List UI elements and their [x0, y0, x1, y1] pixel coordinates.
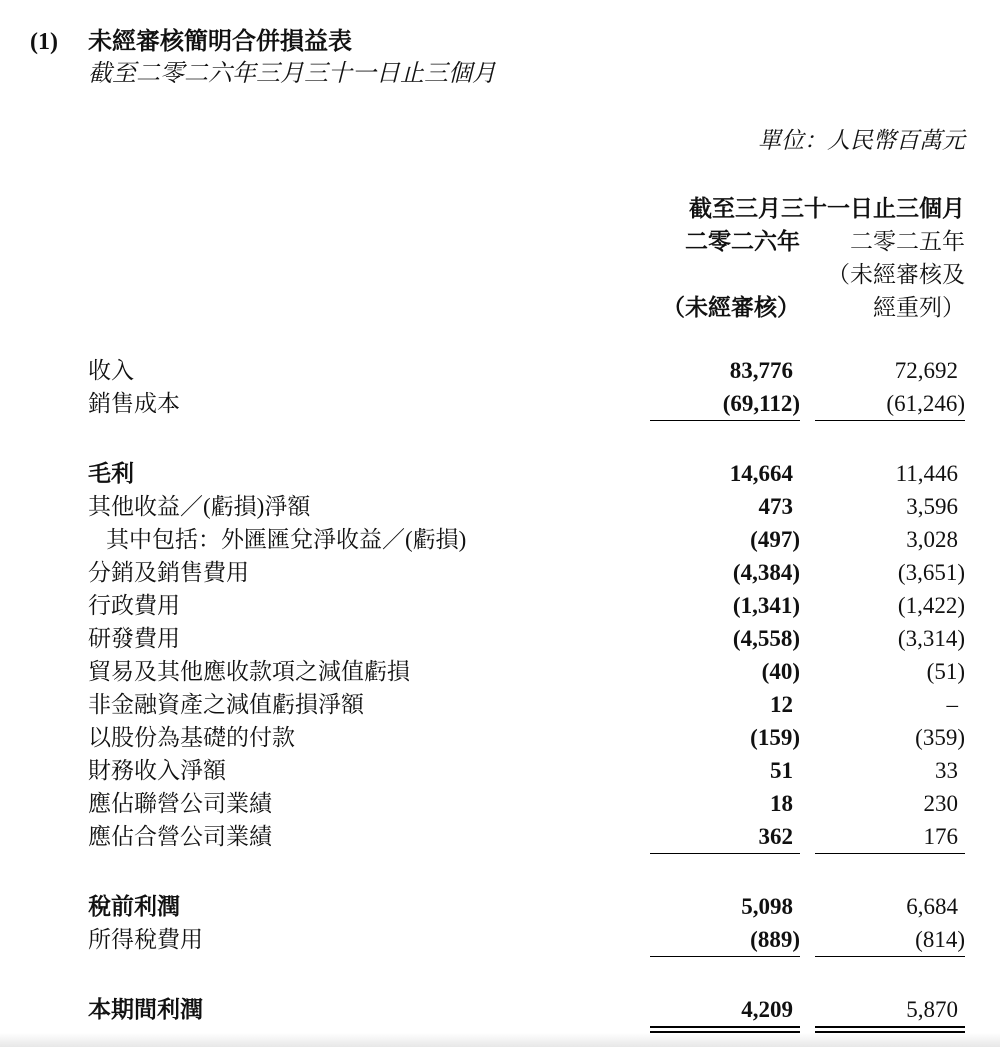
table-row [88, 589, 965, 622]
value-2025: 11,446 [895, 461, 958, 486]
table-row [88, 556, 965, 589]
value-2025: (359) [915, 725, 965, 750]
value-2025: 6,684 [906, 894, 958, 919]
value-2026: (4,558) [732, 626, 800, 651]
table-row [88, 993, 965, 1033]
col-2026-year: 二零二六年 [685, 228, 800, 254]
value-2026: (497) [750, 527, 800, 552]
value-2025: 72,692 [894, 358, 958, 383]
value-2026: 12 [770, 692, 793, 717]
value-2025: 230 [923, 791, 958, 816]
value-2025: (814) [815, 923, 965, 957]
row-label: 本期間利潤 [88, 996, 203, 1022]
value-2025: 3,028 [906, 527, 958, 552]
value-2026: (40) [761, 659, 800, 684]
col-2025-year: 二零二五年 [850, 229, 965, 254]
table-row [88, 923, 965, 957]
table-body [88, 354, 965, 1033]
table-row [88, 490, 965, 523]
table-row [88, 354, 965, 387]
value-2026: 51 [770, 758, 793, 783]
value-2026: (1,341) [732, 593, 800, 618]
table-row [88, 655, 965, 688]
statement-subtitle: 截至二零二六年三月三十一日止三個月 [88, 61, 496, 87]
table-row [88, 890, 965, 923]
value-2026: 473 [758, 494, 793, 519]
row-label: 貿易及其他應收款項之減值虧損 [88, 659, 410, 684]
statement-heading [30, 0, 1000, 58]
period-header: 截至三月三十一日止三個月 [689, 195, 965, 221]
value-2025: (3,314) [897, 626, 965, 651]
value-2026: (159) [750, 725, 800, 750]
col-2025-note-line1: （未經審核及 [827, 262, 965, 287]
table-header [88, 192, 965, 324]
spacer [88, 854, 965, 890]
row-label: 非金融資產之減值虧損淨額 [88, 692, 364, 717]
section-number: (1) [30, 29, 58, 55]
row-label: 行政費用 [88, 593, 180, 618]
row-label: 應佔合營公司業績 [88, 824, 272, 849]
value-2025: (1,422) [897, 593, 965, 618]
row-label: 所得稅費用 [88, 927, 203, 952]
spacer [88, 421, 965, 457]
table-row [88, 754, 965, 787]
value-2026: (4,384) [732, 560, 800, 585]
unit-note: 單位：人民幣百萬元 [758, 128, 965, 153]
table-row [88, 820, 965, 854]
value-2026: 14,664 [729, 461, 793, 486]
value-2025: 3,596 [906, 494, 958, 519]
table-row [88, 523, 965, 556]
table-row [88, 622, 965, 655]
row-label: 研發費用 [88, 626, 180, 651]
table-row [88, 457, 965, 490]
value-2025: 5,870 [815, 993, 965, 1033]
row-label: 收入 [88, 358, 134, 383]
table-row [88, 387, 965, 421]
col-2025-note-line2: 經重列） [873, 295, 965, 320]
value-2025: 33 [935, 758, 958, 783]
value-2025: (3,651) [897, 560, 965, 585]
bottom-page-edge [0, 1033, 1000, 1047]
value-2026: 83,776 [729, 358, 793, 383]
value-2025: (51) [926, 659, 965, 684]
income-statement-table [88, 192, 965, 1033]
table-row [88, 787, 965, 820]
row-label: 其中包括：外匯匯兌淨收益／(虧損) [106, 527, 467, 552]
col-2026-note: （未經審核） [662, 294, 800, 320]
value-2026: 5,098 [741, 894, 793, 919]
table-row [88, 721, 965, 754]
table-row [88, 688, 965, 721]
spacer [88, 957, 965, 993]
value-2025: 176 [815, 820, 965, 854]
value-2026: (889) [650, 923, 800, 957]
row-label: 稅前利潤 [88, 893, 180, 919]
row-label: 分銷及銷售費用 [88, 560, 249, 585]
row-label: 其他收益／(虧損)淨額 [88, 494, 311, 519]
value-2025: – [946, 692, 958, 717]
value-2025: (61,246) [815, 387, 965, 421]
value-2026: (69,112) [650, 387, 800, 421]
row-label: 應佔聯營公司業績 [88, 791, 272, 816]
row-label: 毛利 [88, 460, 134, 486]
page-title: 未經審核簡明合併損益表 [88, 28, 352, 55]
row-label: 財務收入淨額 [88, 758, 226, 783]
row-label: 銷售成本 [88, 391, 180, 416]
value-2026: 18 [770, 791, 793, 816]
value-2026: 4,209 [650, 993, 800, 1033]
value-2026: 362 [650, 820, 800, 854]
row-label: 以股份為基礎的付款 [88, 725, 295, 750]
